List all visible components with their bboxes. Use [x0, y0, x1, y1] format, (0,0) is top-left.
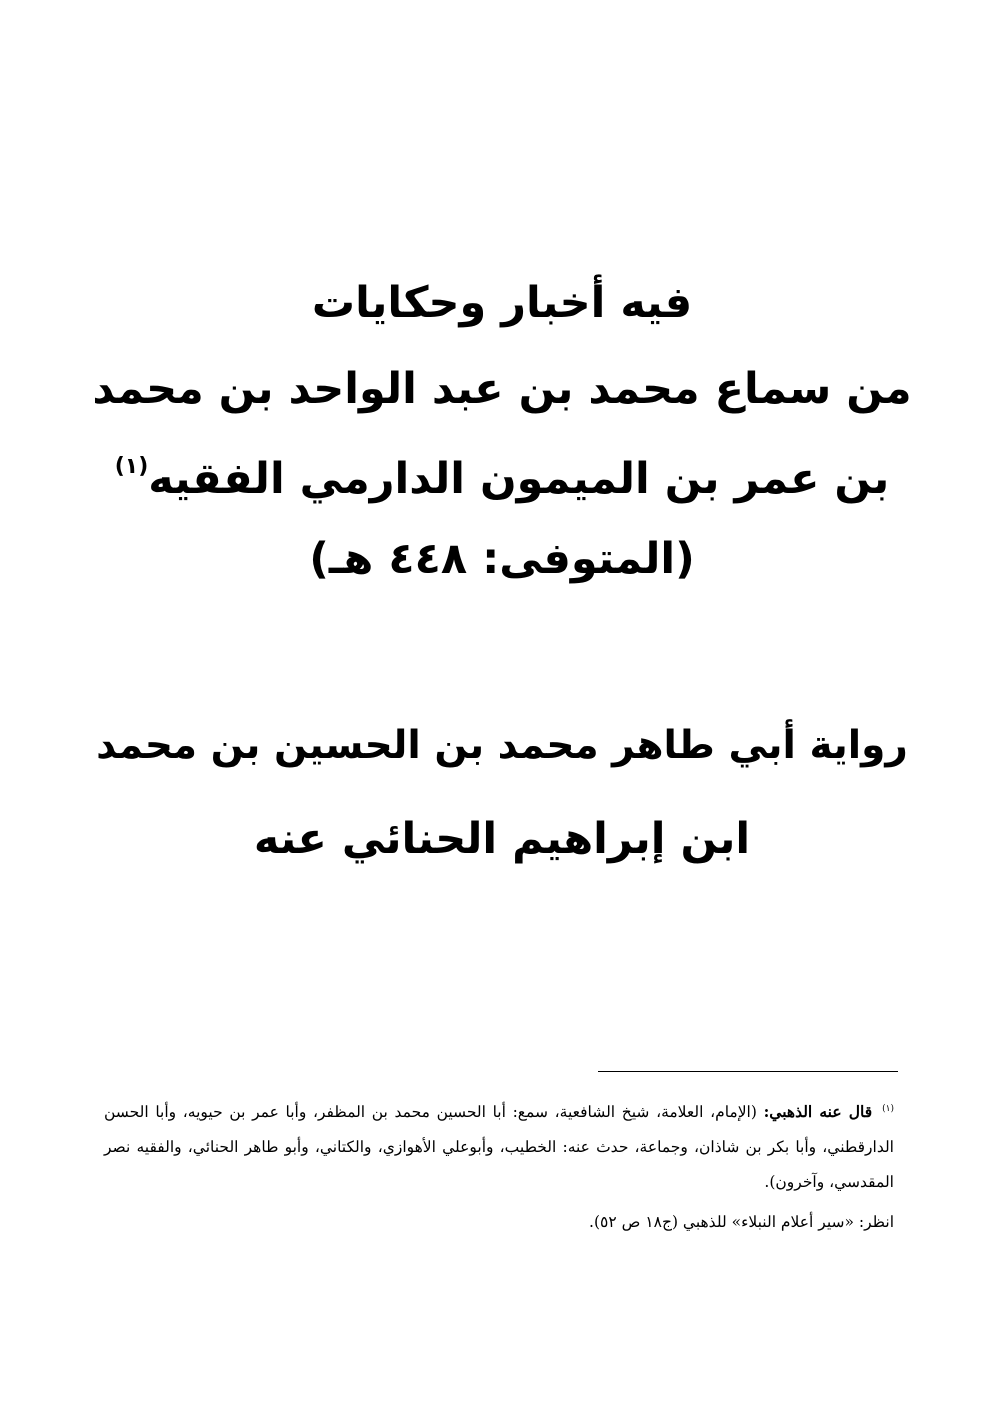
footnote-reference: انظر: «سير أعلام النبلاء» للذهبي (ج١٨ ص ٥٢).: [589, 1213, 894, 1231]
title-line-3: [90, 434, 914, 522]
footnote-marker: (١): [882, 1104, 894, 1114]
narration-block: [90, 708, 914, 884]
footnote-body: (الإمام، العلامة، شيخ الشافعية، سمع: أبا الحسين محمد بن المظفر، وأبا عمر بن حيويه، وأبا الحسن الدارقطني، وأبا بكر بن شاذان، وجماعة، حدث عنه: الخطيب، وأبوعلي الأهوازي، والكتاني، وأبو طاهر الحنائي، والفقيه نصر المقدسي، وآخرون).: [104, 1103, 894, 1191]
footnote: [104, 1092, 894, 1240]
title-line-2: من سماع محمد بن عبد الواحد بن محمد: [92, 364, 912, 414]
title-line-3-text: بن عمر بن الميمون الدارمي الفقيه: [148, 454, 890, 504]
book-title: [90, 258, 914, 610]
title-line-1: فيه أخبار وحكايات: [311, 278, 693, 328]
footnote-separator: [598, 1071, 898, 1072]
footnote-heading: قال عنه الذهبي:: [763, 1102, 873, 1121]
footnote-paragraph: [104, 1092, 894, 1200]
narration-line-2: ابن إبراهيم الحنائي عنه: [253, 814, 751, 864]
title-line-4-death-date: (المتوفى: ٤٤٨ هـ): [309, 534, 695, 584]
narration-line-1: رواية أبي طاهر محمد بن الحسين بن محمد: [96, 723, 908, 768]
footnote-reference-mark[interactable]: (١): [114, 454, 149, 479]
